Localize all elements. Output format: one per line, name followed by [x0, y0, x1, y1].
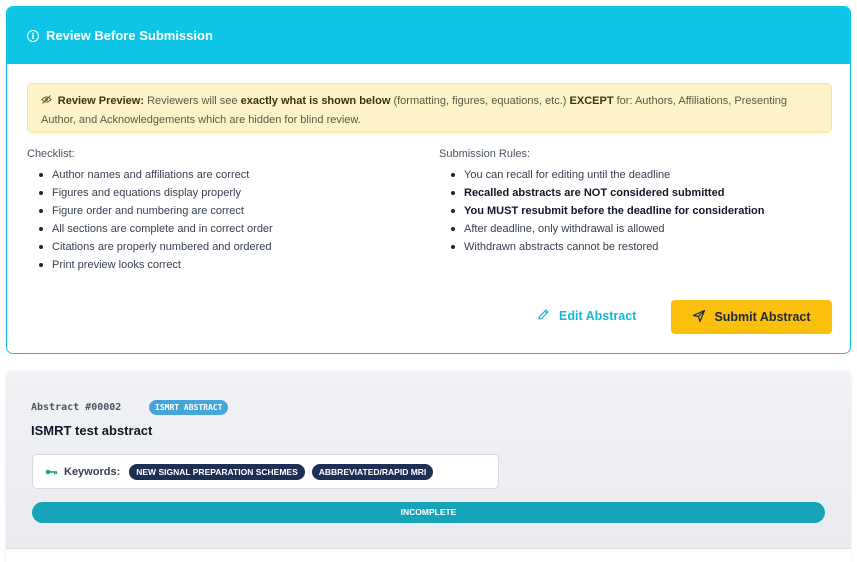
abstract-id: Abstract #00002 — [31, 402, 122, 413]
checklist-item: All sections are complete and in correct order — [27, 222, 273, 240]
submission-rules — [439, 168, 765, 258]
checklist-item: Citations are properly numbered and ordered — [27, 240, 273, 258]
rule-item: You MUST resubmit before the deadline for consideration — [439, 204, 765, 222]
checklist-item: Print preview looks correct — [27, 258, 273, 276]
checklist — [27, 168, 273, 276]
keywords-label: Keywords: — [64, 465, 121, 478]
notice-text: Reviewers will see — [147, 95, 238, 107]
notice-text: which are hidden for blind review. — [198, 114, 361, 126]
blind-review-notice — [27, 83, 832, 133]
submit-abstract-button[interactable] — [671, 300, 832, 334]
eye-off-icon — [41, 96, 55, 107]
review-panel-title: Review Before Submission — [46, 28, 213, 43]
checklist-item: Figure order and numbering are correct — [27, 204, 273, 222]
checklist-title: Checklist: — [27, 148, 75, 160]
keywords-box — [32, 454, 499, 489]
edit-abstract-button[interactable] — [537, 305, 636, 327]
rule-item: Recalled abstracts are NOT considered submitted — [439, 186, 765, 204]
review-panel — [6, 6, 851, 354]
rule-item: Withdrawn abstracts cannot be restored — [439, 240, 765, 258]
rule-item: After deadline, only withdrawal is allowed — [439, 222, 765, 240]
notice-label: Review Preview: — [57, 95, 144, 107]
checklist-item: Figures and equations display properly — [27, 186, 273, 204]
review-panel-header — [7, 7, 850, 64]
status-badge: INCOMPLETE — [32, 502, 825, 523]
notice-emphasis: exactly what is shown below — [240, 95, 391, 107]
checklist-item: Author names and affiliations are correct — [27, 168, 273, 186]
notice-emphasis: EXCEPT — [569, 95, 614, 107]
notice-text: (formatting, figures, equations, etc.) — [393, 95, 567, 107]
edit-abstract-label: Edit Abstract — [559, 309, 637, 323]
rule-item: You can recall for editing until the deadline — [439, 168, 765, 186]
abstract-card — [6, 372, 851, 562]
abstract-title: ISMRT test abstract — [31, 423, 153, 438]
notice-text: for: Authors, Affiliations, Presenting Author, and Acknowledgements — [41, 95, 788, 126]
abstract-type-badge: ISMRT ABSTRACT — [149, 400, 228, 415]
info-icon: i — [27, 30, 39, 42]
key-icon — [45, 463, 58, 481]
keyword-chip: NEW SIGNAL PREPARATION SCHEMES — [129, 464, 305, 480]
send-icon — [692, 309, 714, 326]
pencil-icon — [537, 308, 559, 324]
keyword-chip: ABBREVIATED/RAPID MRI — [312, 464, 434, 480]
card-footer — [6, 549, 851, 562]
submission-rules-title: Submission Rules: — [439, 148, 531, 160]
submit-abstract-label: Submit Abstract — [714, 310, 811, 324]
